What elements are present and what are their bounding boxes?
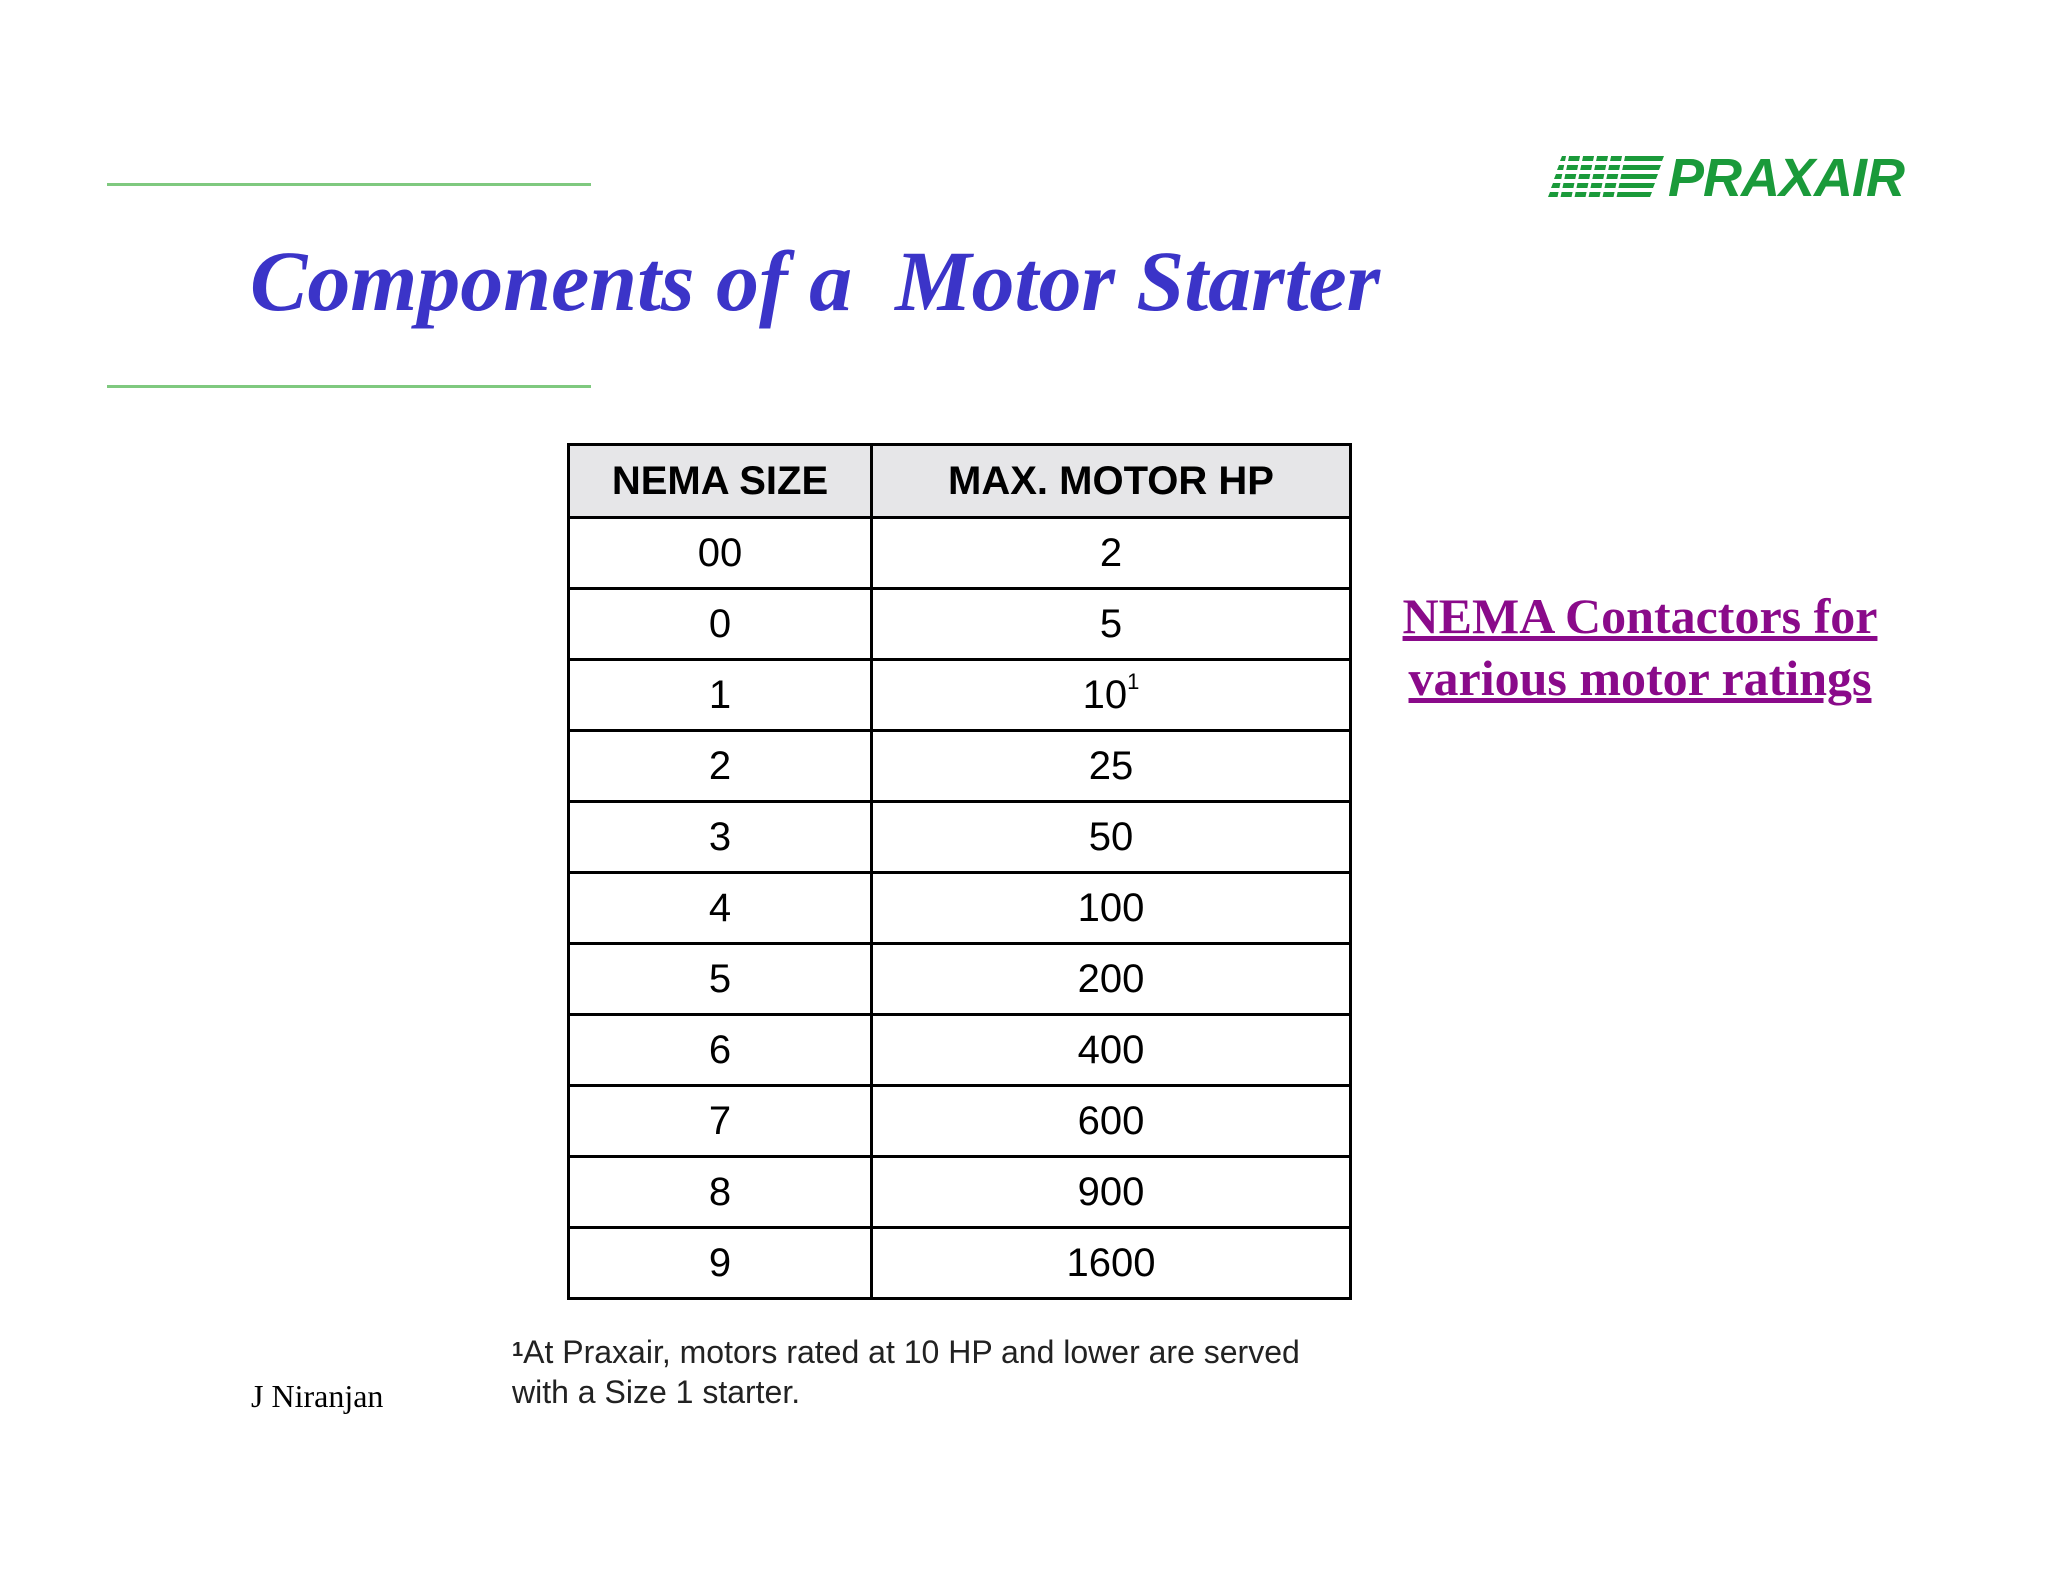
table-row [569, 660, 1351, 731]
max-hp-value: 50 [1088, 814, 1134, 859]
table-header-row [569, 445, 1351, 518]
header-max-motor-hp: MAX. MOTOR HP [872, 445, 1351, 518]
max-hp-cell [872, 518, 1351, 589]
nema-size-cell: 6 [569, 1015, 872, 1086]
header-nema-size: NEMA SIZE [569, 445, 872, 518]
max-hp-value: 25 [1088, 743, 1134, 788]
footnote-reference: 1 [1127, 668, 1140, 694]
table-row [569, 589, 1351, 660]
max-hp-value: 100 [1077, 885, 1145, 930]
nema-size-cell: 8 [569, 1157, 872, 1228]
nema-size-cell: 3 [569, 802, 872, 873]
nema-size-cell: 5 [569, 944, 872, 1015]
logo-stripes-icon [1548, 154, 1666, 202]
praxair-logo [1548, 150, 1904, 206]
table-row [569, 1086, 1351, 1157]
table-row [569, 518, 1351, 589]
nema-contactors-link[interactable]: NEMA Contactors for various motor ratings [1402, 588, 1878, 706]
max-hp-value: 600 [1077, 1098, 1145, 1143]
max-hp-cell [872, 731, 1351, 802]
max-hp-cell [872, 944, 1351, 1015]
nema-size-table [567, 443, 1352, 1300]
table-row [569, 731, 1351, 802]
nema-size-cell: 0 [569, 589, 872, 660]
max-hp-cell [872, 660, 1351, 731]
table-row [569, 1228, 1351, 1299]
max-hp-cell [872, 1086, 1351, 1157]
bottom-divider-line [107, 385, 591, 388]
nema-size-cell: 9 [569, 1228, 872, 1299]
max-hp-cell [872, 873, 1351, 944]
max-hp-value: 200 [1077, 956, 1145, 1001]
max-hp-cell [872, 1228, 1351, 1299]
table-footnote [512, 1332, 1300, 1412]
slide-title: Components of a Motor Starter [250, 233, 1381, 329]
max-hp-cell [872, 802, 1351, 873]
logo-wordmark: PRAXAIR [1668, 148, 1905, 208]
max-hp-value: 900 [1077, 1169, 1145, 1214]
footnote-marker: 1 [512, 1339, 524, 1361]
max-hp-value: 5 [1099, 601, 1123, 646]
table-row [569, 873, 1351, 944]
footnote-line-2: with a Size 1 starter. [512, 1374, 801, 1410]
max-hp-value: 400 [1077, 1027, 1145, 1072]
table-row [569, 802, 1351, 873]
nema-size-cell: 00 [569, 518, 872, 589]
nema-size-cell: 2 [569, 731, 872, 802]
table-row [569, 1015, 1351, 1086]
max-hp-cell [872, 1157, 1351, 1228]
top-divider-line [107, 183, 591, 186]
max-hp-cell [872, 589, 1351, 660]
table-row [569, 944, 1351, 1015]
nema-size-cell: 1 [569, 660, 872, 731]
max-hp-cell [872, 1015, 1351, 1086]
author-name: J Niranjan [251, 1378, 384, 1414]
max-hp-value: 10 [1082, 672, 1128, 717]
table-row [569, 1157, 1351, 1228]
nema-size-cell: 7 [569, 1086, 872, 1157]
nema-size-cell: 4 [569, 873, 872, 944]
footnote-line-1: At Praxair, motors rated at 10 HP and lower are served [523, 1334, 1300, 1370]
max-hp-value: 2 [1099, 530, 1123, 575]
max-hp-value: 1600 [1066, 1240, 1156, 1285]
